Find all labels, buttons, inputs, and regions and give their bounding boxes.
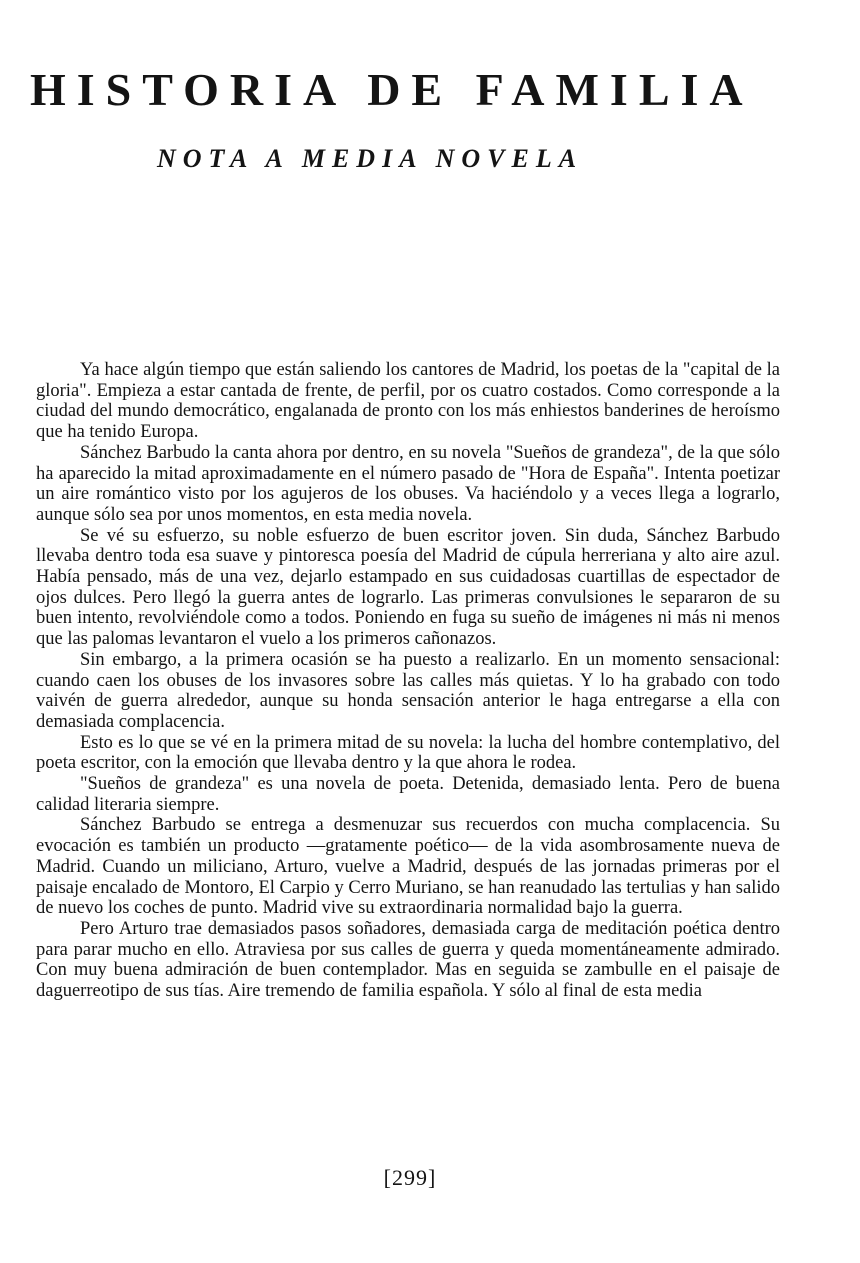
paragraph: Ya hace algún tiempo que están saliendo los cantores de Madrid, los poetas de la "capital de la gloria". Empieza a estar cantada de frente, de perfil, por os cuatro costados. Como corresponde a la ciudad del mundo democrático, engalanada de pronto con los más enhiestos banderines de heroísmo que ha tenido Europa.	[36, 360, 780, 443]
paragraph: Pero Arturo trae demasiados pasos soñadores, demasiada carga de meditación poética dentro para parar mucho en ello. Atraviesa por sus calles de guerra y queda momentáneamente admirado. Con muy buena admiración de buen contemplador. Mas en seguida se zambulle en el paisaje de daguerreotipo de sus tías. Aire tremendo de familia española. Y sólo al final de esta media	[36, 918, 780, 1002]
paragraph: Sánchez Barbudo se entrega a desmenuzar sus recuerdos con mucha complacencia. Su evocación es también un producto —gratamente poético— de la vida asombrosamente nueva de Madrid. Cuando un miliciano, Arturo, vuelve a Madrid, después de las jornadas primeras por el paisaje encalado de Montoro, El Carpio y Cerro Muriano, se han reanudado las tertulias y han salido de nuevo los coches de punto. Madrid vive su extraordinaria normalidad bajo la guerra.	[36, 815, 780, 919]
paragraph: Esto es lo que se vé en la primera mitad de su novela: la lucha del hombre contemplativo, del poeta escritor, con la emoción que llevaba dentro y la que ahora le rodea.	[36, 732, 780, 774]
paragraph: Sin embargo, a la primera ocasión se ha puesto a realizarlo. En un momento sensacional: cuando caen los obuses de los invasores sobre las calles más quietas. Y lo ha grabado con todo vaivén de guerra alrededor, aunque su honda sensación anterior le haga entregarse a ella con demasiada complacencia.	[36, 649, 780, 732]
paragraph: Sánchez Barbudo la canta ahora por dentro, en su novela "Sueños de grandeza", de la que sólo ha aparecido la mitad aproximadamente en el número pasado de "Hora de España". Intenta poetizar un aire romántico visto por los agujeros de los obuses. Va haciéndolo y a veces llega a lograrlo, aunque sólo sea por unos momentos, en esta media novela.	[36, 442, 780, 525]
page-number: [299]	[383, 1165, 437, 1190]
paragraph: Se vé su esfuerzo, su noble esfuerzo de buen escritor joven. Sin duda, Sánchez Barbudo llevaba dentro toda esa suave y pintoresca poesía del Madrid de cúpula herreriana y alto aire azul. Había pensado, más de una vez, dejarlo estampado en sus cuidadosas cuartillas de espectador de ojos dulces. Pero llegó la guerra antes de lograrlo. Las primeras convulsiones le separaron de su buen intento, revolviéndole como a todos. Poniendo en fuga su sueño de imágenes ni más ni menos que las palomas levantaron el vuelo a los primeros cañonazos.	[36, 525, 780, 650]
paragraph: "Sueños de grandeza" es una novela de poeta. Detenida, demasiado lenta. Pero de buena calidad literaria siempre.	[36, 774, 780, 815]
page-title: HISTORIA DE FAMILIA	[30, 64, 754, 115]
article-body	[36, 360, 780, 1002]
page-subtitle: NOTA A MEDIA NOVELA	[157, 144, 584, 173]
